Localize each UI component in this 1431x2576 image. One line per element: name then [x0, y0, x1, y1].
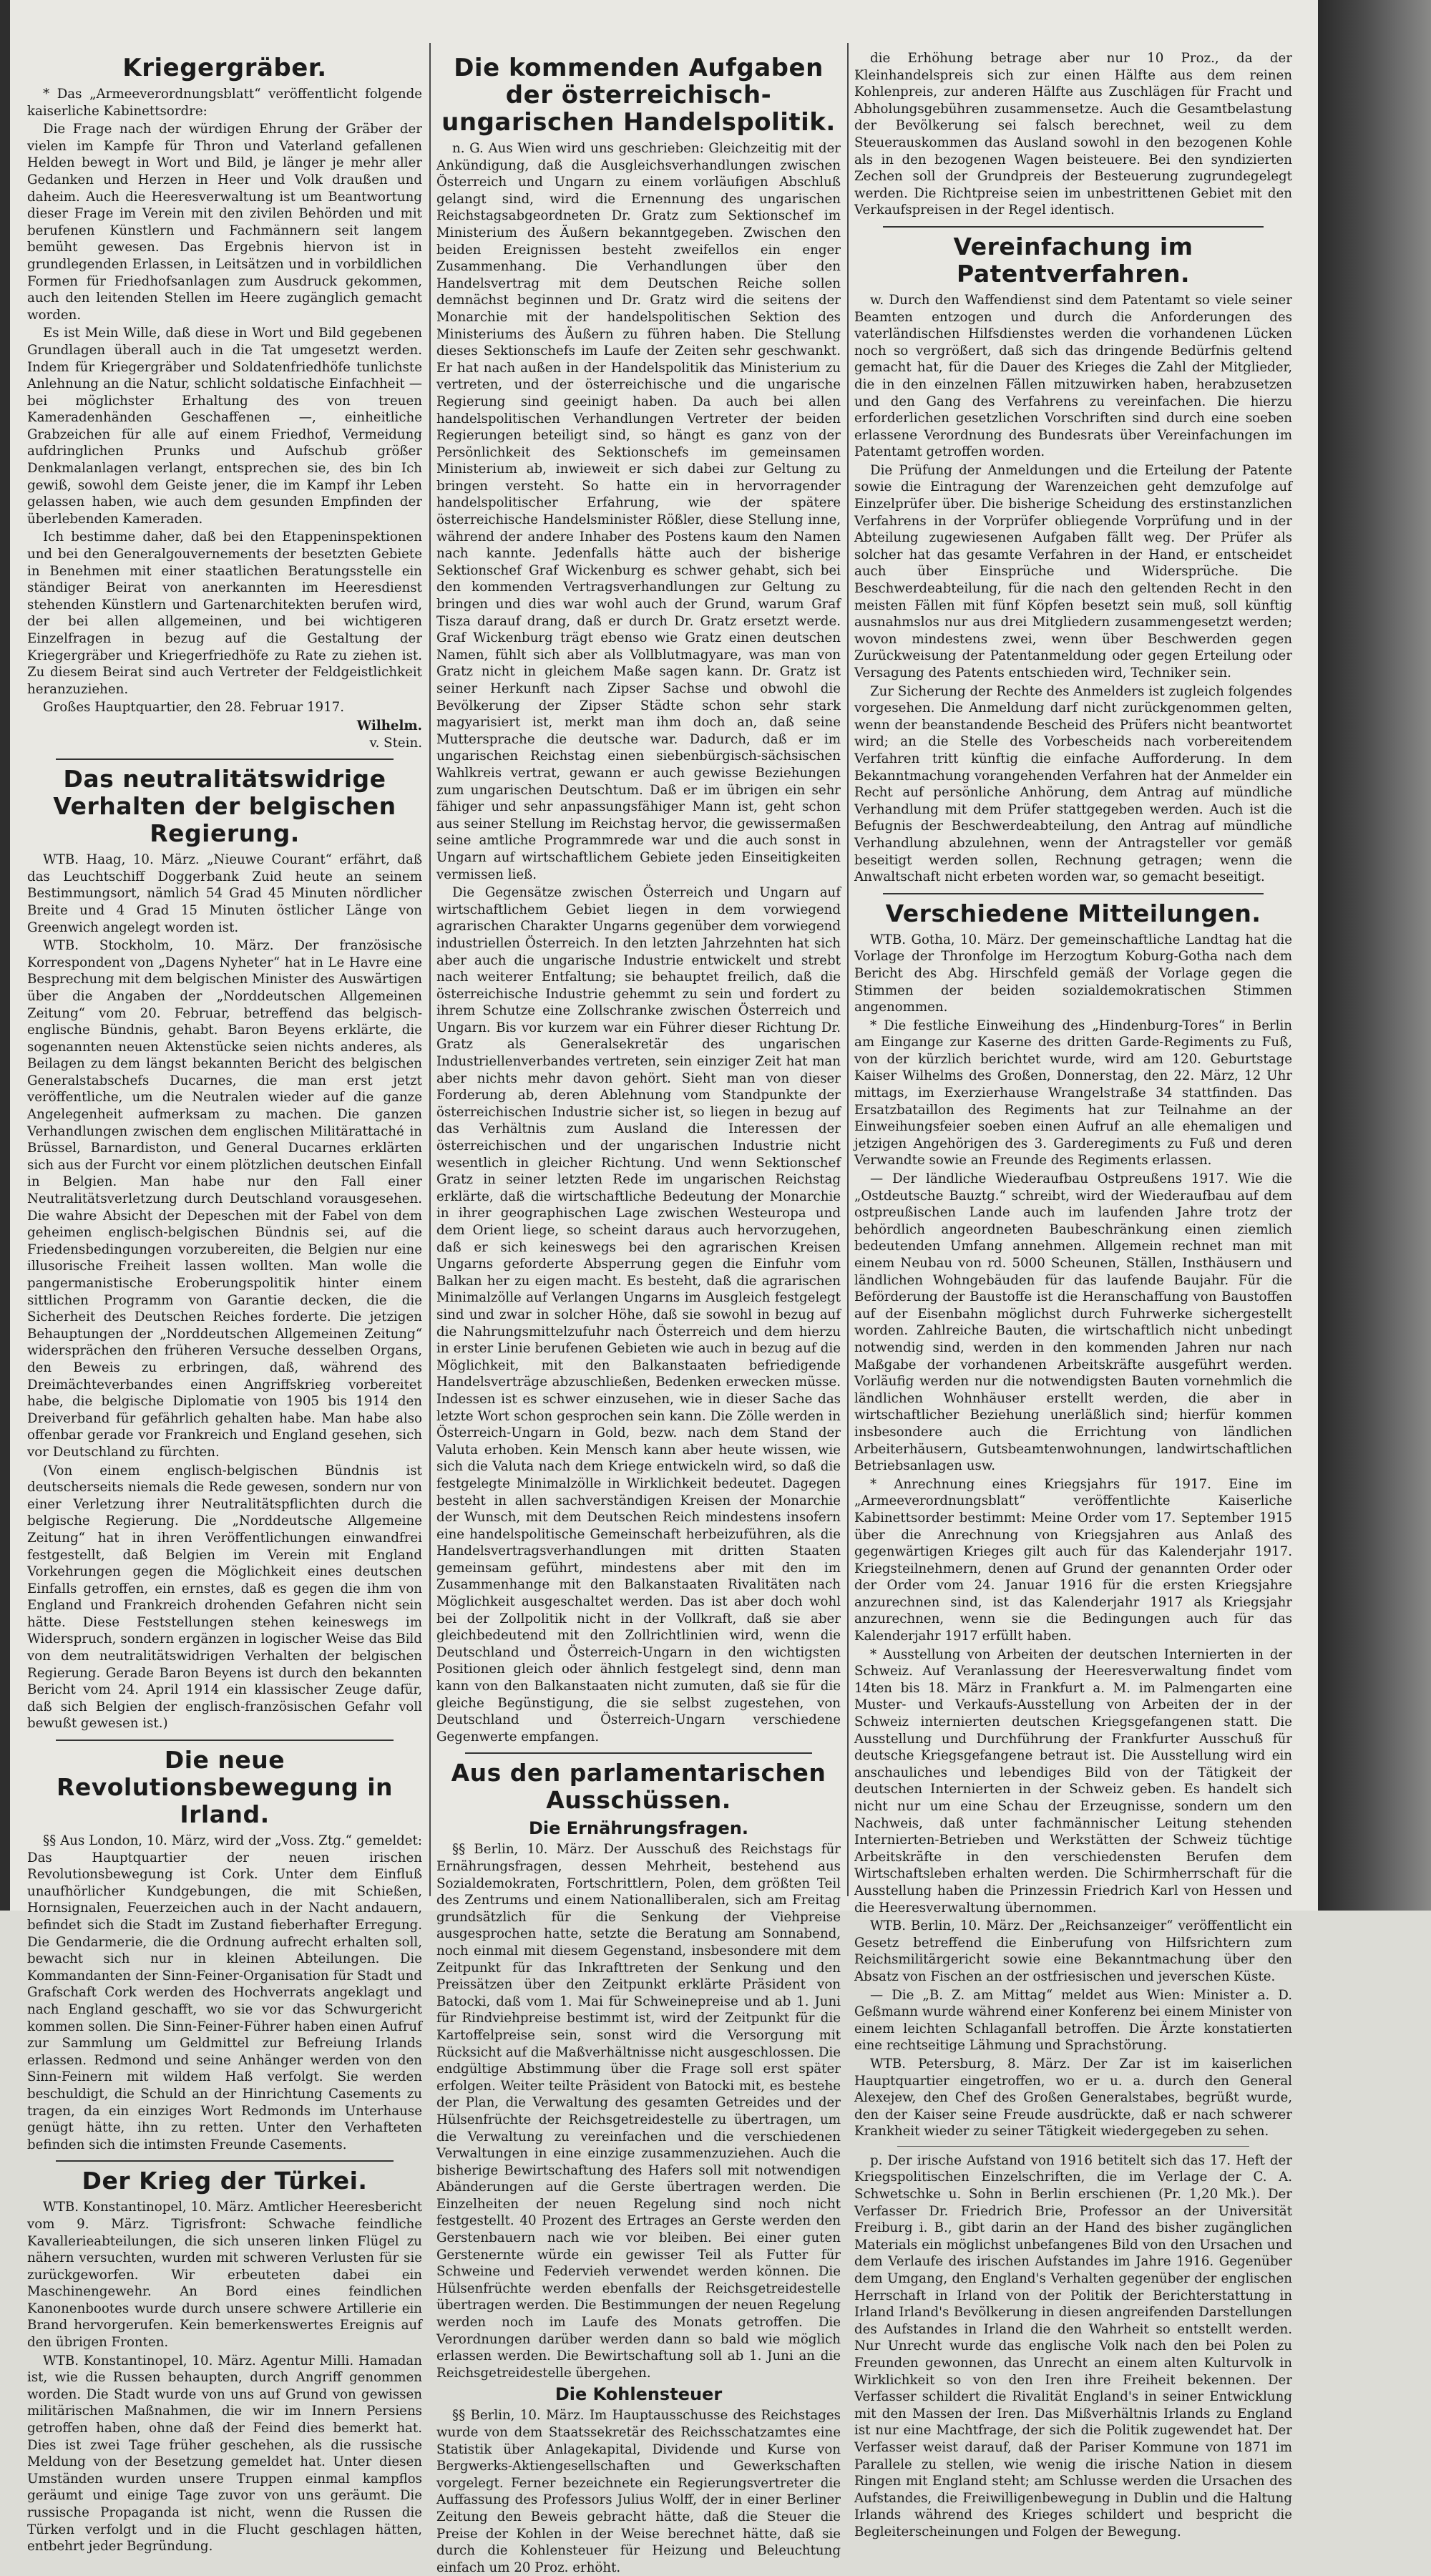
paragraph: WTB. Stockholm, 10. März. Der französische Korrespondent von „Dagens Nyheter“ hat in Le Havre eine Besprechung mit dem belgischen Minister des Auswärtigen über die Angaben der „Norddeutschen Allgemeinen Zeitung“ vom 20. Februar, betreffend das belgisch-englische Bündnis, gehabt. Baron Beyens erklärte, die sogenannten neuen Aktenstücke seien nichts anderes, als Beilagen zu dem längst bekannten Bericht des belgischen Generalstabschefs Ducarnes, die man erst jetzt veröffentliche, um die Neutralen wieder auf die ganze Angelegenheit aufmerksam zu machen. Die ganzen Verhandlungen zwischen dem englischen Militärattaché in Brüssel, Barnardiston, und General Ducarnes erklärten sich aus der Furcht vor einem plötzlichen deutschen Einfall in Belgien. Man habe nur den Fall einer Neutralitätsverletzung durch Deutschland vorausgesehen. Die wahre Absicht der Depeschen mit der Fabel von dem geheimen englisch-belgischen Bündnis sei, auf die Friedensbedingungen vorzubereiten, die Belgien nur eine illusorische Freiheit lassen wollten. Man wolle die pangermanistische Eroberungspolitik hinter einem sittlichen Programm von Garantie decken, die die Sicherheit des Deutschen Reiches forderte. Die jetzigen Behauptungen der „Norddeutschen Allgemeinen Zeitung“ widersprächen den früheren Versuche desselben Organs, den Beweis zu erbringen, daß, während des Dreimächteverbandes einen Angriffskrieg vorbereitet habe, die belgische Diplomatie von 1905 bis 1914 den Dreiverband für gefährlich gehalten habe. Man habe also offenbar gerade vor Frankreich und England gesehen, sich vor Deutschland zu fürchten.	[27, 938, 422, 1460]
paragraph: WTB. Haag, 10. März. „Nieuwe Courant“ erfährt, daß das Leuchtschiff Doggerbank Zuid heute an seinem Bestimmungsort, nämlich 54 Grad 45 Minuten nördlicher Breite und 4 Grad 15 Minuten östlicher Länge von Greenwich angelegt worden ist.	[27, 852, 422, 935]
paragraph: WTB. Konstantinopel, 10. März. Agentur Milli. Hamadan ist, wie die Russen behaupten, durch Angriff genommen worden. Die Stadt wurde von uns auf Grund von gewissen militärischen Maßnahmen, die wir im Innern Persiens getroffen haben, ohne daß der Feind dies bemerkt hat. Dies ist zwei Tage früher geschehen, als die russische Meldung von der Besetzung gemeldet hat. Unter diesen Umständen wurden unsere Truppen einmal kampflos geräumt und einige Tage zuvor von uns geräumt. Die russische Propaganda ist nicht, wenn die Russen die Türken verfolgt und in die Flucht geschlagen hätten, entbehrt jeder Begründung.	[27, 2353, 422, 2555]
paragraph: §§ Aus London, 10. März, wird der „Voss. Ztg.“ gemeldet: Das Hauptquartier der neuen irischen Revolutionsbewegung ist Cork. Unter dem Einfluß unaufhörlicher Kundgebungen, die mit Schießen, Hornsignalen, Feuerzeichen auch in der Nacht andauern, befindet sich die Stadt im Zustand fieberhafter Erregung. Die Gendarmerie, die die Ordnung aufrecht erhalten soll, bewacht sich nur in kleinen Abteilungen. Die Kommandanten der Sinn-Feiner-Organisation für Stadt und Grafschaft Cork werden des Hochverrats angeklagt und nach England geschafft, wo sie vor das Schwurgericht kommen sollen. Die Sinn-Feiner-Führer haben einen Aufruf zur Sammlung um Geldmittel zur Befreiung Irlands erlassen. Redmond und seine Anhänger werden von den Sinn-Feinern mit wildem Haß verfolgt. Sie werden beschuldigt, die Schuld an der Hinrichtung Casements zu tragen, da ein einziges Wort Redmonds im Unterhause genügt hätte, ihn zu retten. Unter den Verhafteten befinden sich die intimsten Freunde Casements.	[27, 1833, 422, 2152]
paragraph: WTB. Berlin, 10. März. Der „Reichsanzeiger“ veröffentlicht ein Gesetz betreffend die Einberufung von Hilfsrichtern zum Reichsmilitärgericht sowie eine Bekanntmachung über den Absatz von Fischen an der ostfriesischen und jeverschen Küste.	[854, 1918, 1292, 1984]
paragraph: * Anrechnung eines Kriegsjahrs für 1917. Eine im „Armeeverordnungsblatt“ veröffentlichte Kaiserliche Kabinettsorder bestimmt: Meine Order vom 17. September 1915 über die Anrechnung von Kriegsjahren aus Anlaß des gegenwärtigen Krieges gilt auch für das Kalenderjahr 1917. Kriegsteilnehmern, denen auf Grund der genannten Order oder der Order vom 24. Januar 1916 für die ersten Kriegsjahre anzurechnen sind, ist das Kalenderjahr 1917 als Kriegsjahr anzurechnen, wenn sie die Bedingungen auch für das Kalenderjahr 1917 erfüllt haben.	[854, 1476, 1292, 1644]
column-1	[27, 50, 422, 2555]
article-body-patent	[854, 292, 1292, 886]
divider	[883, 893, 1264, 894]
article-title-kriegergraeber: Kriegergräber.	[122, 54, 327, 82]
column-rule-2	[847, 43, 849, 1896]
paragraph: WTB. Konstantinopel, 10. März. Amtlicher Heeresbericht vom 9. März. Tigrisfront: Schwache feindliche Kavallerieabteilungen, die sich unseren linken Flügel zu nähern versuchten, wurden mit schweren Verlusten für sie zurückgeworfen. Wir erbeuteten dabei ein Maschinengewehr. An Bord eines feindlichen Kanonenbootes wurde durch unsere schwere Artillerie ein Brand hervorgerufen. Kein bemerkenswertes Ereignis auf den übrigen Fronten.	[27, 2200, 422, 2351]
article-title-tuerkei: Der Krieg der Türkei.	[82, 2167, 368, 2195]
paragraph: WTB. Gotha, 10. März. Der gemeinschaftliche Landtag hat die Vorlage der Thronfolge im Herzogtum Koburg-Gotha nach dem Bericht des Abg. Hirschfeld gemäß der Vorlage gegen die Stimmen der beiden sozialdemokratischen Stimmen angenommen.	[854, 932, 1292, 1015]
paragraph: p. Der irische Aufstand von 1916 betitelt sich das 17. Heft der Kriegspolitischen Einzelschriften, die im Verlage der C. A. Schwetschke u. Sohn in Berlin erschienen (Pr. 1,20 Mk.). Der Verfasser Dr. Friedrich Brie, Professor an der Universität Freiburg i. B., gibt darin an der Hand des bisher zugänglichen Materials ein möglichst unbefangenes Bild von den Ursachen und dem Verlaufe des irischen Aufstandes im Jahre 1916. Gegenüber dem Umgang, den England's Verhalten gegenüber der englischen Herrschaft in Irland von der Politik der Berichterstattung in Irland Irland's Bevölkerung in diesen angreifenden Darstellungen des Aufstandes in Irland die den Wahrheit so entstellt werden. Nur Unrecht wurde das englische Volk nach den bei Polen zu Freunden gewonnen, das Unrecht an einem alten Kulturvolk in Wirklichkeit so von den Iren ihre Freiheit bekennen. Der Verfasser schildert die Rivalität England's in seiner Entwicklung mit den Massen der Iren. Das Mißverhältnis Irlands zu England ist nur eine Machtfrage, der sich die Politik zugewendet hat. Der Verfasser weist darauf, daß der Pariser Kommune von 1871 im Parallele zu stellen, wie wenig die irische Nation in diesem Ringen mit England steht; am Schlusse werden die Ursachen des Aufstandes, die Freiwilligenbewegung in Dublin und die Haltung Irlands während des Krieges schildert und bespricht die Begleiterscheinungen und Folgen der Bewegung.	[854, 2152, 1292, 2540]
article-body-belgien	[27, 852, 422, 1732]
paragraph: Die Frage nach der würdigen Ehrung der Gräber der vielen im Kampfe für Thron und Vaterland gefallenen Helden bewegt in Wort und Bild, je länger je mehr aller Gedanken und Herzen in Heer und Volk draußen und daheim. Auch die Heeresverwaltung ist um Beantwortung dieser Frage im Verein mit den zivilen Behörden und mit berufenen Künstlern und Fachmännern seit langem bemüht gewesen. Das Ergebnis hiervon ist in grundlegenden Erlassen, in Leitsätzen und in vorbildlichen Formen für Friedhofsanlagen zum Ausdruck gekommen, auch den leitenden Stellen im Heere zugänglich gemacht worden.	[27, 122, 422, 323]
article-body-tuerkei	[27, 2199, 422, 2555]
column-3	[854, 50, 1292, 2540]
divider	[883, 226, 1264, 228]
paragraph: Es ist Mein Wille, daß diese in Wort und Bild gegebenen Grundlagen überall auch in die Tat umgesetzt werden. Indem für Kriegergräber und Soldatenfriedhöfe tunlichste Anlehnung an die Natur, schlicht soldatische Einfachheit — bei möglichster Erhaltung des von treuen Kameradenhänden Geschaffenen —, einheitliche Grabzeichen für alle auf einem Friedhof, Vermeidung aufdringlichen Prunks und Aufschub größer Denkmalanlagen verlangt, entsprechen sie, des bin Ich gewiß, sowohl dem Geiste jener, die im Kampf ihr Leben gelassen haben, wie auch dem gesunden Empfinden der überlebenden Kameraden.	[27, 326, 422, 527]
paragraph: Zur Sicherung der Rechte des Anmelders ist zugleich folgendes vorgesehen. Die Anmeldung darf nicht zurückgenommen gelten, wenn der beanstandende Bescheid des Prüfers nicht beantwortet wird; an die Stelle des Vorbescheids nach vorbereitendem Verfahren tritt künftig die einfache Aufforderung. In dem Bekanntmachung vorangehenden Verfahren hat der Anmelder ein Recht auf persönliche Anhörung, dem Antrag auf mündliche Verhandlung mit dem Prüfer stattgegeben werden. Auch ist die Befugnis der Beschwerdeabteilung, den Antrag auf mündliche Verhandlung abzulehnen, wenn der Antragsteller vor gemäß beseitigt werden sollen, Rechnung getragen; wenn die Anwaltschaft nicht erbeten worden war, so gemacht beseitigt.	[854, 683, 1292, 885]
column-rule-1	[429, 43, 431, 1896]
subheading-ernaehrung: Die Ernährungsfragen.	[529, 1818, 748, 1839]
paragraph: WTB. Petersburg, 8. März. Der Zar ist im kaiserlichen Hauptquartier eingetroffen, wo er u. a. durch den General Alexejew, den Chef des Großen Generalstabes, begrüßt wurde, den der Kaiser seine Freude ausdrückte, daß er nach schwerer Krankheit wieder zu seiner Tätigkeit wiedergegeben zu sehen.	[854, 2056, 1292, 2140]
paragraph: §§ Berlin, 10. März. Der Ausschuß des Reichstags für Ernährungsfragen, dessen Mehrheit, bestehend aus Sozialdemokraten, Fortschrittlern, Polen, dem größten Teil des Zentrums und einem Nationalliberalen, sich am Freitag grundsätzlich für die Senkung der Viehpreise ausgesprochen hatte, setzte die Beratung am Sonnabend, noch einmal mit diesem Gegenstand, insbesondere mit dem Zeitpunkt für das Inkrafttreten der Senkung und den Preissätzen über den Zeitpunkt erklärte Präsident von Batocki, daß vom 1. Mai für Schweinepreise und ab 1. Juni für Rindviehpreise bestimmt ist, wird der Zeitpunkt für die Kartoffelpreise sein, sonst wird die Versorgung mit Rücksicht auf die Maßverhältnisse nicht ausgeschlossen. Die endgültige Abstimmung über die Frage soll erst später erfolgen. Weiter teilte Präsident von Batocki mit, es bestehe der Plan, die Verwaltung des gesamten Getreides und der Hülsenfrüchte der Reichsgetreidestelle zu übertragen, um die Verwaltung zu vereinfachen und die verschiedenen Verwaltungen in eine einzige zusammenzuziehen. Auch die bisherige Bewirtschaftung des Hafers soll mit notwendigen Abänderungen auf die Gerste übertragen werden. Die Einzelheiten der neuen Regelung sind noch nicht festgestellt. 40 Prozent des Ertrages an Gerste werden den Gerstenbauern nach wie vor bleiben. Bei einer guten Gerstenernte würde ein gewisser Teil als Futter für Schweine und Federvieh verwendet werden können. Die Hülsenfrüchte werden ebenfalls der Reichsgetreidestelle übertragen werden. Die Bestimmungen der neuen Regelung werden noch im Laufe des Monats getroffen. Die Verordnungen darüber werden dann so bald wie möglich erlassen werden. Die Bewirtschaftung soll ab 1. Juni an die Reichsgetreidestelle übergehen.	[436, 1842, 841, 2381]
divider	[56, 1740, 394, 1741]
dateline: Großes Hauptquartier, den 28. Februar 1917.	[43, 700, 345, 716]
paragraph: Die Gegensätze zwischen Österreich und Ungarn auf wirtschaftlichem Gebiet liegen in dem vorwiegend agrarischen Charakter Ungarns gegenüber dem vorwiegend industriellen Österreich. In den letzten Jahrzehnten hat sich aber auch die ungarische Industrie entwickelt und strebt nach weiterer Entfaltung; sie behauptet freilich, daß die österreichische Industrie gehemmt zu sein und fordert zu ihrem Schutze eine Zollschranke zwischen Österreich und Ungarn. Bis vor kurzem war ein Führer dieser Richtung Dr. Gratz als Generalsekretär des ungarischen Industriellenverbandes vertreten, sein einziger Zeit hat man aber nichts mehr davon gehört. Sieht man von dieser Forderung ab, deren Ablehnung vom Standpunkte der österreichischen Industrie sicher ist, so liegen in bezug auf das Verhältnis zum Ausland die Interessen der österreichischen und der ungarischen Industrie nicht wesentlich in gleicher Richtung. Und wenn Sektionschef Gratz in seiner letzten Rede im ungarischen Reichstag erklärte, daß die wirtschaftliche Bedeutung der Monarchie in ihrer geographischen Lage zwischen Westeuropa und dem Orient liege, so scheint daraus auch hervorzugehen, daß er sich keineswegs bei den agrarischen Kreisen Ungarns geforderte Absperrung gegen die Einfuhr vom Balkan her zu eigen macht. Es besteht, daß die agrarischen Minimalzölle auf Verlangen Ungarns im Ausgleich festgelegt sind und zwar in solcher Höhe, daß sie sowohl in bezug auf die Nahrungsmittelzufuhr nach Österreich und dem hierzu in erster Linie berufenen Gebieten wie auch in bezug auf die Möglichkeit, mit den Balkanstaaten befriedigende Handelsverträge abzuschließen, Bedenken erwecken müsse. Indessen ist es schwer einzusehen, wie in dieser Sache das letzte Wort schon gesprochen sein kann. Die Zölle werden in Österreich-Ungarn in Gold, bezw. nach dem Stand der Valuta erhoben. Kein Mensch kann aber heute wissen, wie sich die Valuta nach dem Kriege entwickeln wird, so daß die festgelegte Minimalzölle in Wirklichkeit bedeutet. Dagegen besteht in allen sachverständigen Kreisen der Monarchie der Wunsch, mit dem Deutschen Reich mindestens insofern eine handelspolitische Gemeinschaft herbeizuführen, als die Handelsvertragsverhandlungen mit dritten Staaten gemeinsam geführt, mindestens aber mit den im Zusammenhange mit den Balkanstaaten Rivalitäten nach Möglichkeit ausgeschaltet werden. Das ist aber doch wohl bei der Zollpolitik nicht in der Vollkraft, daß sie aber gleichbedeutend mit den Zollrichtlinien wird, wenn die Deutschland und Österreich-Ungarn in den wichtigsten Positionen gleich oder ähnlich festgelegt sind, denn man kann von den Balkanstaaten nicht zumuten, daß sie für die gleiche Begünstigung, die sie selbst zugestehen, von Deutschland und Österreich-Ungarn verschiedene Gegenwerte empfangen.	[436, 885, 841, 1745]
paragraph: w. Durch den Waffendienst sind dem Patentamt so viele seiner Beamten entzogen und durch die Anforderungen des vaterländischen Hilfsdienstes werden die vorhandenen Lücken noch so vergrößert, daß sich das dringende Bedürfnis geltend gemacht hat, für die Dauer des Krieges die Zahl der Mitglieder, die in den einzelnen Fällen mitzuwirken haben, herabzusetzen und den Gang des Verfahrens zu vereinfachen. Die hierzu erforderlichen gesetzlichen Vorschriften sind durch eine soeben erlassene Verordnung des Bundesrats über Vereinfachungen im Patentamt getroffen worden.	[854, 292, 1292, 460]
divider	[465, 1752, 812, 1754]
paragraph: — Der ländliche Wiederaufbau Ostpreußens 1917. Wie die „Ostdeutsche Bauztg.“ schreibt, wird der Wiederaufbau auf dem ostpreußischen Lande auch im laufenden Jahre trotz der behördlich angeordneten Baubeschränkung einen ziemlich bedeutenden Umfang annehmen. Allgemein rechnet man mit einem Neubau von rd. 5000 Scheunen, Ställen, Insthäusern und ländlichen Wohngebäuden für das laufende Baujahr. Für die Beförderung der Baustoffe ist die Heranschaffung von Baustoffen auf der Eisenbahn möglichst durch Fuhrwerke sichergestellt worden. Zahlreiche Bauten, die wirtschaftlich nicht unbedingt notwendig sind, werden in den kommenden Jahren nur nach Maßgabe der vorhandenen Arbeitskräfte ausgeführt werden. Vorläufig werden nur die notwendigsten Bauten vornehmlich die ländlichen Wohnhäuser erstellt werden, die aber in wirtschaftlicher Beziehung unerläßlich sind; hierfür kommen insbesondere auch die Errichtung von ländlichen Arbeiterhäusern, Gutsbeamtenwohnungen, landwirtschaftlichen Betriebsanlagen usw.	[854, 1171, 1292, 1474]
article-body-ernaehrung	[436, 1841, 841, 2381]
article-title-aufgaben: Die kommenden Aufgaben der österreichisch-ungarischen Handelspolitik.	[441, 54, 836, 137]
article-body-irland	[27, 1833, 422, 2153]
article-title-ausschuesse: Aus den parlamentarischen Ausschüssen.	[451, 1759, 826, 1815]
countersignature: v. Stein.	[369, 735, 422, 751]
article-body-aufgaben	[436, 140, 841, 1745]
subheading-kohlensteuer: Die Kohlensteuer	[555, 2384, 723, 2405]
book-binding	[1318, 0, 1431, 1911]
paragraph: * Das „Armeeverordnungsblatt“ veröffentlicht folgende kaiserliche Kabinettsordre:	[27, 87, 422, 119]
article-title-mitteilungen: Verschiedene Mitteilungen.	[885, 899, 1261, 927]
signature: Wilhelm.	[356, 718, 422, 733]
paragraph: * Die festliche Einweihung des „Hindenburg-Tores“ in Berlin am Eingange zur Kaserne des dritten Garde-Regiments zu Fuß, von der kürzlich berichtet wurde, wird am 120. Geburtstage Kaiser Wilhelms des Großen, Donnerstag, den 22. März, 12 Uhr mittags, im Exerzierhause Wrangelstraße 34 stattfinden. Das Ersatzbataillon des Regiments hat zur Teilnahme an der Einweihungsfeier soeben einen Aufruf an alle ehemaligen und jetzigen Angehörigen des 3. Garderegiments zu Fuß und deren Verwandte sowie an Freunde des Regiments erlassen.	[854, 1018, 1292, 1169]
paragraph: — Die „B. Z. am Mittag“ meldet aus Wien: Minister a. D. Geßmann wurde während einer Konferenz bei einem Minister von einem leichten Schlaganfall betroffen. Die Ärzte konstatierten eine rechtseitige Lähmung und Sprachstörung.	[854, 1987, 1292, 2054]
scan-edge	[0, 0, 10, 1911]
article-continuation-kohle	[854, 50, 1292, 219]
paragraph: Ich bestimme daher, daß bei den Etappeninspektionen und bei den Generalgouvernements der besetzten Gebiete in Benehmen mit einer staatlichen Beratungsstelle ein ständiger Beirat von anerkannten im Heeresdienst stehenden Künstlern und Gartenarchitekten berufen wird, der bei allen allgemeinen, und bei wichtigeren Einzelfragen in bezug auf die Gestaltung der Kriegergräber und Kriegerfriedhöfe zu Rate zu ziehen ist. Zu diesem Beirat sind auch Vertreter der Feldgeistlichkeit heranzuziehen.	[27, 530, 422, 697]
article-body-irisch	[854, 2152, 1292, 2541]
article-body-kriegergraeber	[27, 86, 422, 751]
paragraph: n. G. Aus Wien wird uns geschrieben: Gleichzeitig mit der Ankündigung, daß die Ausgleichsverhandlungen zwischen Österreich und Ungarn zu einem vorläufigen Abschluß gelangt sind, wird die Ernennung des ungarischen Reichstagsabgeordneten Dr. Gratz zum Sektionschef im Ministerium des Äußern bekanntgegeben. Zwischen den beiden Ereignissen besteht zweifellos ein enger Zusammenhang. Die Verhandlungen über den Handelsvertrag mit dem Deutschen Reiche sollen demnächst beginnen und Dr. Gratz wird die seitens der Monarchie mit der handelspolitischen Sektion des Ministeriums des Äußern zu führen haben. Die Stellung dieses Sektionschefs im Laufe der Zeiten sehr geschwankt. Er hat nach außen in der Handelspolitik das Ministerium zu vertreten, und der österreichische und die ungarische Regierung sind geeinigt haben. Da auch bei allen handelspolitischen Verhandlungen Vertreter der beiden Regierungen beteiligt sind, so hängt es ganz von der Persönlichkeit des Sektionschefs im gemeinsamen Ministerium ab, inwieweit er sich dabei zur Geltung zu bringen versteht. So hatte ein in hervorragender handelspolitischer Erfahrung, wie der spätere österreichische Handelsminister Rößler, diese Stellung inne, während der andere Inhaber des Postens kaum den Namen nach kannte. Jedenfalls hätte auch der bisherige Sektionschef Graf Wickenburg es schwer gehabt, sich bei den kommenden Vertragsverhandlungen zur Geltung zu bringen und dies war wohl auch der Grund, warum Graf Tisza darauf drang, daß er durch Dr. Gratz ersetzt werde. Graf Wickenburg trägt ebenso wie Gratz einen deutschen Namen, fühlt sich aber als Vollblutmagyare, was man von Gratz nicht in gleichem Maße sagen kann. Dr. Gratz ist seiner Herkunft nach Zipser Sachse und obwohl die Bevölkerung der Zipser Städte schon sehr stark magyarisiert ist, merkt man ihm doch an, daß seine Muttersprache die deutsche war. Dadurch, daß er im ungarischen Reichstag einen siebenbürgisch-sächsischen Wahlkreis vertrat, gewann er auch gewisse Beziehungen zum ungarischen Deutschtum. Daß er im übrigen ein sehr fähiger und sehr anpassungsfähiger Mann ist, geht schon aus seiner Stellung im Reichstag hervor, die gewissermaßen seine amtliche Programmrede war und die auch sonst in Ungarn auf wirtschaftlichem Gebiete jeden Einseitigkeiten vermissen ließ.	[436, 141, 841, 882]
divider	[56, 2160, 394, 2162]
article-title-irland: Die neue Revolutionsbewegung in Irland.	[56, 1746, 394, 1829]
paragraph: * Ausstellung von Arbeiten der deutschen Internierten in der Schweiz. Auf Veranlassung der Heeresverwaltung findet vom 14ten bis 18. März in Frankfurt a. M. im Palmengarten eine Muster- und Verkaufs-Ausstellung von Arbeiten der in der Schweiz internierten deutschen Kriegsgefangenen statt. Die Ausstellung und Durchführung der Frankfurter Ausschuß für deutsche Kriegsgefangene betraut ist. Die Ausstellung wird ein anschauliches und lebendiges Bild von der Tätigkeit der deutschen Internierten in der Schweiz geben. Es handelt sich nicht nur um eine Schau der Erzeugnisse, sondern um den Nachweis, daß unter fachmännischer Leitung stehenden Internierten-Betrieben und Werkstätten der Schweiz tüchtige Arbeitskräfte in den verschiedensten Berufen dem Wirtschaftsleben erhalten werden. Die Schirmherrschaft für die Ausstellung haben die Prinzessin Friedrich Karl von Hessen und die Heeresverwaltung übernommen.	[854, 1646, 1292, 1916]
article-title-patent: Vereinfachung im Patentverfahren.	[953, 232, 1193, 288]
article-body-mitteilungen	[854, 932, 1292, 2140]
divider	[897, 2146, 1249, 2147]
divider	[56, 758, 394, 760]
paragraph: §§ Berlin, 10. März. Im Hauptausschusse des Reichstages wurde von dem Staatssekretär des Reichsschatzamtes eine Statistik über Anlagekapital, Dividende und Kurse von Bergwerks-Aktiengesellschaften und Gewerkschaften vorgelegt. Ferner bezeichnete ein Regierungsvertreter die Auffassung des Professors Julius Wolff, der in einer Berliner Zeitung den Beweis gebracht hätte, daß die Steuer die Preise der Kohlen in der Weise berechnet hätte, daß sie durch die Kohlensteuer für Heizung und Beleuchtung einfach um 20 Proz. erhöht.	[436, 2408, 841, 2575]
paragraph: Die Prüfung der Anmeldungen und die Erteilung der Patente sowie die Eintragung der Warenzeichen geht demzufolge auf Einzelprüfer über. Die bisherige Scheidung des erstinstanzlichen Verfahrens in der Vorprüfer obliegende Vorprüfung und in der Abteilung zugewiesenen Aufgaben fällt weg. Der Prüfer als solcher hat das gesamte Verfahren in der Hand, er entscheidet auch über Einsprüche und Widersprüche. Die Beschwerdeabteilung, für die nach den geltenden Recht in den meisten Fällen mit fünf Köpfen besetzt sein muß, soll künftig ausnahmslos nur aus drei Mitgliedern zusammengesetzt werden; wovon mindestens zwei, wenn über Beschwerden gegen Zurückweisung der Patentanmeldung oder gegen Erteilung oder Versagung des Patents entschieden wird, Techniker sein.	[854, 462, 1292, 680]
article-title-belgien: Das neutralitätswidrige Verhalten der belgischen Regierung.	[53, 765, 396, 848]
column-2	[436, 50, 841, 2575]
paragraph: die Erhöhung betrage aber nur 10 Proz., da der Kleinhandelspreis sich zur einen Hälfte aus dem reinen Kohlenpreis, zur anderen Hälfte aus Zuschlägen für Fracht und Abholungsgebühren zusammensetze. Auch die Gesamtbelastung der Bevölkerung sei falsch berechnet, weil zu dem Steuerauskommen das Ausland sowohl in den bezogenen Kohle als in den bezogenen Wagen beisteuere. Bei den syndizierten Zechen soll der Grundpreis der Besteuerung zugrundegelegt werden. Die Richtpreise seien im unbestrittenen Gebiet mit den Verkaufspreisen in der Regel identisch.	[854, 51, 1292, 218]
article-body-kohlensteuer	[436, 2407, 841, 2576]
paragraph: (Von einem englisch-belgischen Bündnis ist deutscherseits niemals die Rede gewesen, sondern nur von einer Verletzung ihrer Neutralitätspflichten durch die belgische Regierung. Die „Norddeutsche Allgemeine Zeitung“ hat in ihren Veröffentlichungen einwandfrei festgestellt, daß Belgien im Verein mit England Vorkehrungen gegen die Möglichkeit eines deutschen Einfalls getroffen, ein ernstes, daß es gegen die ihm von England und Frankreich drohenden Gefahren nicht sein hätte. Diese Feststellungen stehen keineswegs im Widerspruch, sondern ergänzen in logischer Weise das Bild von dem neutralitätswidrigen Verhalten der belgischen Regierung. Gerade Baron Beyens ist durch den bekannten Bericht vom 24. April 1914 ein klassischer Zeuge dafür, daß sich Belgien der englisch-französischen Gefahr voll bewußt gewesen ist.)	[27, 1463, 422, 1732]
